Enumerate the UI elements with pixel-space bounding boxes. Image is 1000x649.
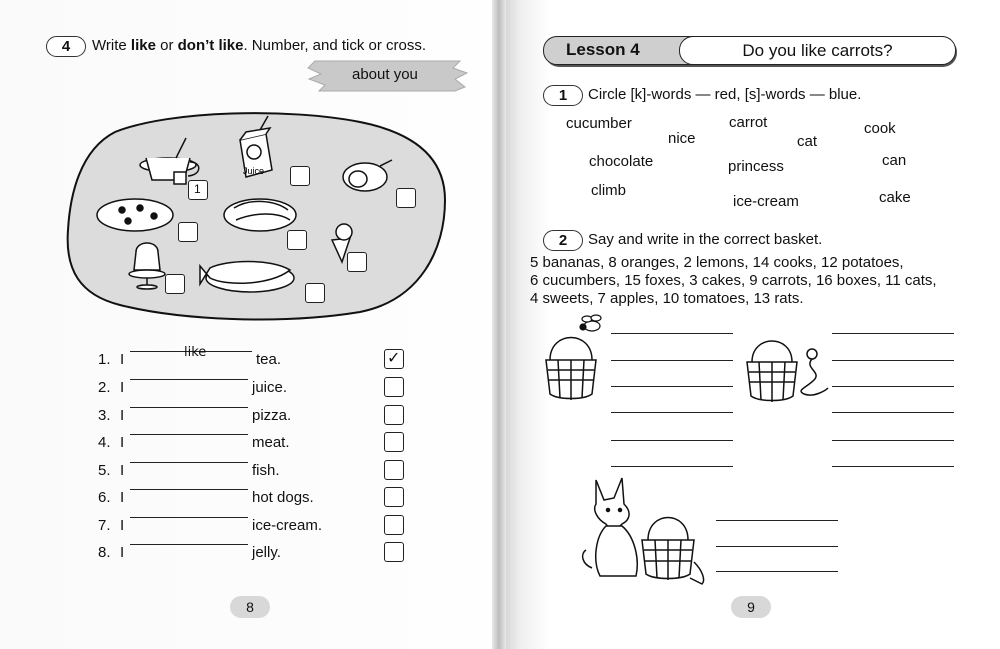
fox-basket-picture — [578, 470, 718, 585]
picture-box-fish[interactable] — [305, 283, 325, 303]
word-item[interactable]: chocolate — [589, 153, 654, 170]
answer-line[interactable] — [611, 440, 733, 441]
answer-line[interactable] — [611, 360, 733, 361]
word-item[interactable]: ice-cream — [733, 193, 799, 210]
page-number-right: 9 — [731, 596, 771, 618]
tick-box-8[interactable] — [384, 542, 404, 562]
bee-icon — [580, 315, 601, 331]
answer-line[interactable] — [611, 412, 733, 413]
answer-line[interactable] — [611, 386, 733, 387]
word-item[interactable]: cucumber — [566, 115, 632, 132]
sentence-row: 3. I pizza. — [98, 407, 292, 424]
tick-box-5[interactable] — [384, 460, 404, 480]
fox-icon — [583, 478, 638, 576]
answer-line[interactable] — [611, 333, 733, 334]
pizza-icon — [97, 199, 173, 231]
sentence-row: 4. I meat. — [98, 434, 290, 451]
task-4-number: 4 — [46, 36, 86, 57]
word-item[interactable]: cat — [797, 133, 818, 150]
word-item[interactable]: carrot — [729, 114, 768, 131]
lesson-header — [543, 36, 955, 65]
svg-text:Juice: Juice — [243, 166, 265, 176]
tick-box-6[interactable] — [384, 487, 404, 507]
tick-box-2[interactable] — [384, 377, 404, 397]
book-spine — [492, 0, 506, 649]
about-you-badge: about you — [352, 66, 418, 83]
word-item[interactable]: cake — [879, 189, 911, 206]
picture-box-jelly[interactable] — [165, 274, 185, 294]
tick-box-3[interactable] — [384, 405, 404, 425]
basket-icon — [747, 341, 797, 402]
tick-box-4[interactable] — [384, 432, 404, 452]
answer-line[interactable] — [611, 466, 733, 467]
answer-line[interactable] — [716, 520, 838, 521]
sentence-row: 7. I ice-cream. — [98, 517, 323, 534]
page-number-left: 8 — [230, 596, 270, 618]
task-2-text: 5 bananas, 8 oranges, 2 lemons, 14 cooks, 12 potatoes, 6 cucumbers, 15 foxes, 3 cakes, 9 carrots, 16 boxes, 11 cats, 4 sweets, 7 apples, 10 tomatoes, 13 rats. — [530, 254, 937, 307]
check-mark-icon: ✓ — [387, 348, 401, 367]
task-2-number: 2 — [543, 230, 583, 251]
answer-line[interactable] — [832, 466, 954, 467]
task-1-number: 1 — [543, 85, 583, 106]
tick-box-1[interactable] — [384, 349, 404, 369]
picture-box-juice[interactable] — [290, 166, 310, 186]
sentence-row: 1. I like tea. — [98, 345, 282, 368]
picture-box-meat[interactable] — [396, 188, 416, 208]
picture-box-ice-cream[interactable] — [347, 252, 367, 272]
snake-icon — [801, 349, 828, 395]
food-picture — [60, 100, 460, 325]
answer-line[interactable] — [716, 546, 838, 547]
word-item[interactable]: climb — [591, 182, 627, 199]
task-4-instruction: Write like or don’t like. Number, and tick or cross. — [92, 37, 427, 54]
sentence-row: 6. I hot dogs. — [98, 489, 314, 506]
answer-line[interactable] — [832, 360, 954, 361]
picture-box-pizza[interactable] — [178, 222, 198, 242]
word-item[interactable]: princess — [728, 158, 784, 175]
basket-snake-picture — [744, 330, 834, 405]
lesson-title-pill — [679, 36, 956, 65]
answer-written: like — [184, 345, 207, 360]
sentence-row: 5. I fish. — [98, 462, 280, 479]
basket-icon — [642, 518, 704, 585]
word-item[interactable]: nice — [668, 130, 696, 147]
hot-dogs-icon — [224, 199, 296, 231]
answer-line[interactable] — [832, 412, 954, 413]
task-1-instruction: Circle [k]-words — red, [s]-words — blue. — [588, 86, 862, 103]
picture-box-tea[interactable]: 1 — [188, 180, 208, 200]
task-2-instruction: Say and write in the correct basket. — [588, 231, 823, 248]
picture-box-hot-dogs[interactable] — [287, 230, 307, 250]
sentence-row: 8. I jelly. — [98, 544, 281, 561]
answer-line[interactable] — [832, 440, 954, 441]
answer-line[interactable] — [832, 386, 954, 387]
basket-bee-picture — [540, 312, 610, 402]
tick-box-7[interactable] — [384, 515, 404, 535]
lesson-label: Lesson 4 — [566, 40, 640, 59]
basket-icon — [546, 338, 596, 401]
lesson-title: Do you like carrots? — [742, 41, 893, 60]
sentence-row: 2. I juice. — [98, 379, 288, 396]
word-item[interactable]: can — [882, 152, 907, 169]
answer-line[interactable] — [832, 333, 954, 334]
answer-line[interactable] — [716, 571, 838, 572]
word-item[interactable]: cook — [864, 120, 896, 137]
